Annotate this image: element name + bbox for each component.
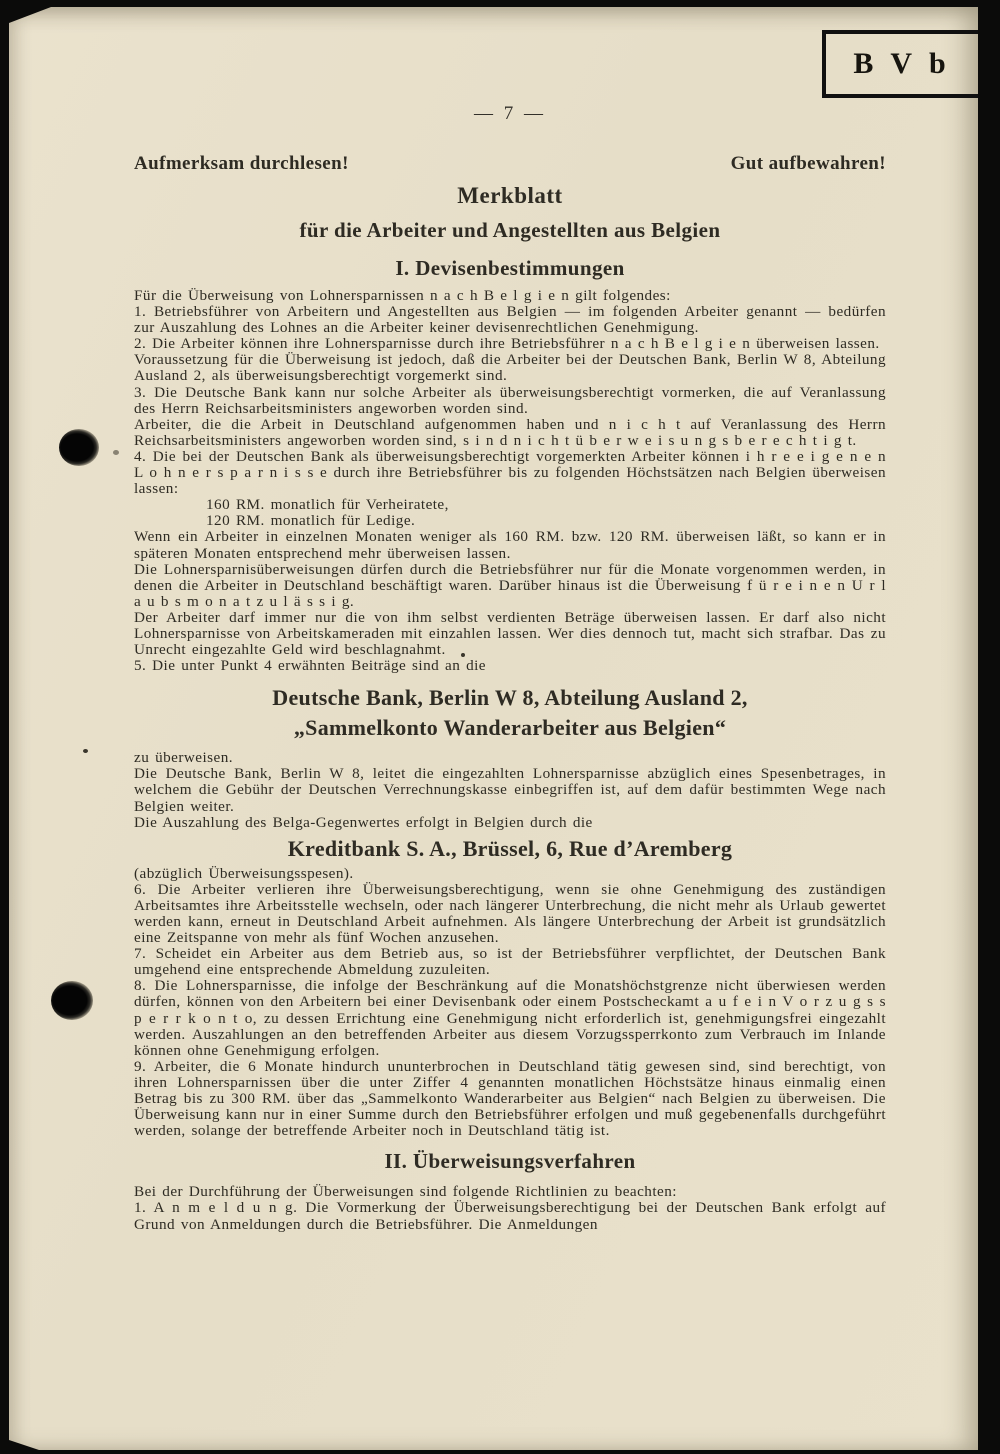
stamp-label: B V b <box>853 47 951 80</box>
paragraph-item-9: 9. Arbeiter, die 6 Monate hindurch ununterbrochen in Deutschland tätig gewesen sind, sind berechtigt, von ihren Lohnersparnissen über die unter Ziffer 4 genannten monatlichen Höchstsätze hinaus einmalig einen Betrag bis zu 300 RM. über das „Sammelkonto Wanderarbeiter aus Belgien“ nach Belgien zu überweisen. Die Überweisung kann nur in einer Summe durch den Betriebsführer erfolgen und muß gegebenenfalls durchgeführt werden, solange der betreffende Arbeiter noch in Deutschland tätig ist. <box>134 1057 886 1140</box>
document-subtitle: für die Arbeiter und Angestellten aus Belgien <box>299 218 721 242</box>
paragraph-item-3: 3. Die Deutsche Bank kann nur solche Arbeiter als überweisungsberechtigt vormerken, die auf Veranlassung des Herrn Reichsarbeitsministers angeworben worden sind. <box>134 383 886 417</box>
paragraph-item-2-condition: Voraussetzung für die Überweisung ist jedoch, daß die Arbeiter bei der Deutschen Bank, Berlin W 8, Abteilung Ausland 2, als überweisungsberechtigt vorgemerkt sind. <box>134 351 886 385</box>
paragraph-intro: Für die Überweisung von Lohnersparnissen n a c h B e l g i e n gilt folgendes: <box>134 287 671 304</box>
scan-corner-shadow-top-left <box>9 7 51 23</box>
scan-corner-shadow-bottom-left <box>9 1440 39 1450</box>
paragraph-item-7: 7. Scheidet ein Arbeiter aus dem Betrieb aus, so ist der Betriebsführer verpflichtet, der Deutschen Bank umgehend eine entsprechende Abmeldung zuzuleiten. <box>134 945 886 979</box>
hole-punch-top <box>59 429 99 466</box>
paragraph-item-2: 2. Die Arbeiter können ihre Lohnersparnisse durch ihre Betriebsführer n a c h B e l g i e n überweisen lassen. <box>134 335 880 353</box>
paragraph-months-rule: Die Lohnersparnisüberweisungen dürfen durch die Betriebsführer nur für die Monate vorgenommen werden, in denen die Arbeiter in Deutschland beschäftigt waren. Darüber hinaus ist die Überweisung f ü r e i n e n U r l a u b s m o n a t z u l ä s s i g. <box>134 560 886 610</box>
paragraph-own-earnings: Der Arbeiter darf immer nur die von ihm selbst verdienten Beträge überweisen lassen. Er darf also nicht Lohnersparnisse von Arbeitskameraden mit einzahlen lassen. Wer dies dennoch tut, macht sich strafbar. Das zu Unrecht eingezahlte Geld wird beschlagnahmt. <box>134 608 886 659</box>
paragraph-item-3-exception: Arbeiter, die die Arbeit in Deutschland aufgenommen haben und n i c h t auf Veranlassung des Herrn Reichsarbeitsministers angeworben worden sind, s i n d n i c h t ü b e r w e i s u n g s b e r e c h t i g t. <box>134 415 886 449</box>
paragraph-item-4: 4. Die bei der Deutschen Bank als überweisungsberechtigt vorgemerkten Arbeiter können i h r e e i g e n e n L o h n e r s p a r n i s s e durch ihre Betriebsführer bis zu folgenden Höchstsätzen nach Belgien überweisen lassen: <box>134 447 886 498</box>
paragraph-anmeldung: 1. A n m e l d u n g. Die Vormerkung der Überweisungsberechtigung bei der Deutschen Bank erfolgt auf Grund von Anmeldungen durch die Betriebsführer. Die Anmeldungen <box>134 1199 886 1233</box>
paragraph-item-8: 8. Die Lohnersparnisse, die infolge der Beschränkung auf die Monatshöchstgrenze nicht überwiesen werden dürfen, können von den Arbeitern bei einer Devisenbank oder einem Postscheckamt a u f e i n V o r z u g s s p e r r k o n t o, zu dessen Errichtung eine Genehmigung nicht erforderlich ist, genehmigungsfrei eingezahlt werden. Auszahlungen an den betreffenden Arbeiter aus diesem Vorzugssperrkonto zum Verbrauch im Inlande können ohne Genehmigung erfolgen. <box>134 977 886 1059</box>
page-number: — 7 — <box>474 103 546 124</box>
notice-read-carefully: Aufmerksam durchlesen! <box>134 153 349 174</box>
paragraph-carryover: Wenn ein Arbeiter in einzelnen Monaten weniger als 160 RM. bzw. 120 RM. überweisen läßt, so kann er in späteren Monaten entsprechend mehr überweisen lassen. <box>134 528 886 562</box>
paper-speck <box>113 450 119 455</box>
paragraph-item-5: 5. Die unter Punkt 4 erwähnten Beiträge sind an die <box>134 657 486 675</box>
bank-account-heading: „Sammelkonto Wanderarbeiter aus Belgien“ <box>293 715 727 741</box>
paragraph-payout-intro: Die Auszahlung des Belga-Gegenwertes erfolgt in Belgien durch die <box>134 813 593 831</box>
notice-keep-safe: Gut aufbewahren! <box>730 153 886 174</box>
bank-address-heading: Deutsche Bank, Berlin W 8, Abteilung Ausland 2, <box>272 685 748 711</box>
paragraph-guidelines-intro: Bei der Durchführung der Überweisungen sind folgende Richtlinien zu beachten: <box>134 1183 677 1201</box>
kreditbank-heading: Kreditbank S. A., Brüssel, 6, Rue d’Aremberg <box>287 835 733 861</box>
hole-punch-bottom <box>51 981 93 1020</box>
notice-row <box>134 153 886 175</box>
stamp-box <box>822 30 978 98</box>
paper-speck <box>461 653 465 657</box>
paragraph-fees-note: (abzüglich Überweisungsspesen). <box>134 864 354 882</box>
document-content <box>134 7 886 1233</box>
document-title: Merkblatt <box>457 183 563 208</box>
allowance-single: 120 RM. monatlich für Ledige. <box>206 512 416 530</box>
paper-speck <box>83 749 88 753</box>
allowance-married: 160 RM. monatlich für Verheiratete, <box>206 496 449 514</box>
paragraph-item-1: 1. Betriebsführer von Arbeitern und Angestellten aus Belgien — im folgenden Arbeiter genannt — bedürfen zur Auszahlung des Lohnes an die Arbeiter keiner devisenrechtlichen Genehmigung. <box>134 303 886 337</box>
section-1-heading: I. Devisenbestimmungen <box>395 256 625 280</box>
scanned-paper-page <box>9 7 978 1450</box>
paragraph-transfer-note: zu überweisen. <box>134 749 233 767</box>
section-2-heading: II. Überweisungsverfahren <box>384 1149 636 1174</box>
paragraph-item-6: 6. Die Arbeiter verlieren ihre Überweisungsberechtigung, wenn sie ohne Genehmigung des zuständigen Arbeitsamtes ihre Arbeitsstelle wechseln, oder nach längerer Unterbrechung, die nicht mehr als Urlaub gewertet werden kann, erneut in Deutschland Arbeit aufnehmen. Als längere Unterbrechung der Arbeit ist grundsätzlich eine Zeitspanne von mehr als fünf Wochen anzusehen. <box>134 880 886 947</box>
paragraph-bank-forwarding: Die Deutsche Bank, Berlin W 8, leitet die eingezahlten Lohnersparnisse abzüglich eines Spesenbetrages, in welchem die Gebühr der Deutschen Verrechnungskasse einbegriffen ist, auf dem dafür bestimmten Wege nach Belgien weiter. <box>134 765 886 815</box>
